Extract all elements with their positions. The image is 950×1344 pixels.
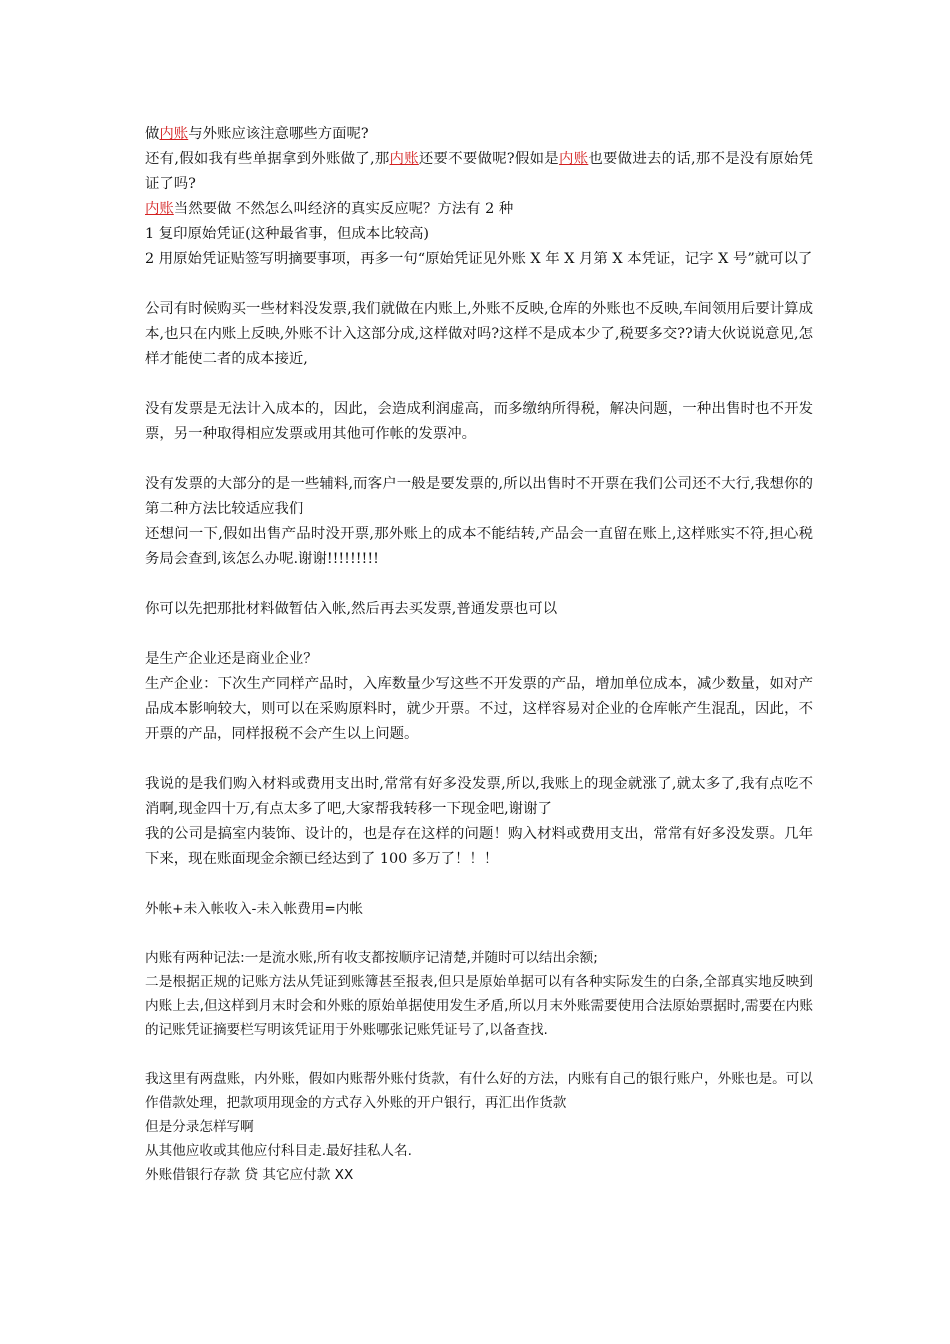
keyword-link-neizhang[interactable]: 内账 xyxy=(159,126,189,142)
blank-line xyxy=(145,872,813,897)
text-span: 当然要做 不然怎么叫经济的真实反应呢？方法有 2 种 xyxy=(173,201,514,217)
text-span: 做 xyxy=(145,126,160,142)
paragraph-15: 外帐+未入帐收入-未入帐费用=内帐 xyxy=(145,901,363,917)
keyword-link-neizhang[interactable]: 内账 xyxy=(558,151,589,167)
blank-line xyxy=(145,447,813,472)
blank-line xyxy=(145,372,813,397)
paragraph-13: 我说的是我们购入材料或费用支出时,常常有好多没发票,所以,我账上的现金就涨了,就太多了,我有点吃不消啊,现金四十万,有点太多了吧,大家帮我转移一下现金吧,谢谢了 xyxy=(145,776,813,817)
paragraph-4: 1 复印原始凭证(这种最省事，但成本比较高) xyxy=(145,226,429,242)
text-span: 还要不要做呢?假如是 xyxy=(418,151,559,167)
blank-line xyxy=(145,572,813,597)
paragraph-2 xyxy=(145,147,813,197)
paragraph-8: 没有发票的大部分的是一些辅料,而客户一般是要发票的,所以出售时不开票在我们公司还不大行,我想你的第二种方法比较适应我们 xyxy=(145,476,813,517)
blank-line xyxy=(145,1042,813,1067)
paragraph-9: 还想问一下,假如出售产品时没开票,那外账上的成本不能结转,产品会一直留在账上,这样账实不符,担心税务局会查到,该怎么办呢.谢谢!!!!!!!!! xyxy=(145,526,813,567)
paragraph-6: 公司有时候购买一些材料没发票,我们就做在内账上,外账不反映,仓库的外账也不反映,车间领用后要计算成本,也只在内账上反映,外账不计入这部分成,这样做对吗?这样不是成本少了,税要多交??请大伙说说意见,怎样才能使二者的成本接近, xyxy=(145,301,813,367)
blank-line xyxy=(145,272,813,297)
paragraph-1 xyxy=(145,122,813,147)
paragraph-11: 是生产企业还是商业企业？ xyxy=(145,651,318,667)
keyword-link-neizhang[interactable]: 内账 xyxy=(145,201,174,217)
paragraph-10: 你可以先把那批材料做暂估入帐,然后再去买发票,普通发票也可以 xyxy=(145,601,558,617)
paragraph-12: 生产企业：下次生产同样产品时，入库数量少写这些不开发票的产品，增加单位成本，减少数量，如对产品成本影响较大，则可以在采购原料时，就少开票。不过，这样容易对企业的仓库帐产生混乱，因此，不开票的产品，同样报税不会产生以上问题。 xyxy=(145,676,813,742)
text-span: 还有,假如我有些单据拿到外账做了,那 xyxy=(145,151,390,167)
paragraph-16: 内账有两种记法:一是流水账,所有收支都按顺序记清楚,并随时可以结出余额; xyxy=(145,950,598,966)
paragraph-19: 但是分录怎样写啊 xyxy=(145,1119,254,1135)
paragraph-20: 从其他应收或其他应付科目走.最好挂私人名. xyxy=(145,1143,412,1159)
paragraph-17: 二是根据正规的记账方法从凭证到账簿甚至报表,但只是原始单据可以有各种实际发生的白条,全部真实地反映到内账上去,但这样到月末时会和外账的原始单据使用发生矛盾,所以月末外账需要使用合法原始票据时,需要在内账的记账凭证摘要栏写明该凭证用于外账哪张记账凭证号了,以备查找. xyxy=(145,974,813,1038)
paragraph-18: 我这里有两盘账，内外账，假如内账帮外账付货款，有什么好的方法，内账有自己的银行账户，外账也是。可以作借款处理，把款项用现金的方式存入外账的开户银行，再汇出作货款 xyxy=(145,1071,813,1111)
document-page xyxy=(145,122,813,1187)
keyword-link-neizhang[interactable]: 内账 xyxy=(389,151,419,167)
paragraph-14: 我的公司是搞室内装饰、设计的，也是存在这样的问题！购入材料或费用支出，常常有好多没发票。几年下来，现在账面现金余额已经达到了 100 多万了！！！ xyxy=(145,826,813,867)
paragraph-21: 外账借银行存款 贷 其它应付款 XX xyxy=(145,1167,354,1183)
paragraph-7: 没有发票是无法计入成本的，因此，会造成利润虚高，而多缴纳所得税，解决问题，一种出售时也不开发票，另一种取得相应发票或用其他可作帐的发票冲。 xyxy=(145,401,813,442)
paragraph-5: 2 用原始凭证贴签写明摘要事项，再多一句“原始凭证见外账 X 年 X 月第 X 本凭证，记字 X 号”就可以了 xyxy=(145,251,813,267)
blank-line xyxy=(145,747,813,772)
text-span: 与外账应该注意哪些方面呢? xyxy=(188,126,369,142)
blank-line xyxy=(145,622,813,647)
blank-line xyxy=(145,921,813,946)
paragraph-3 xyxy=(145,197,813,222)
text-span: 也要做进去的话,那不是没有原始凭证了吗? xyxy=(145,151,814,192)
